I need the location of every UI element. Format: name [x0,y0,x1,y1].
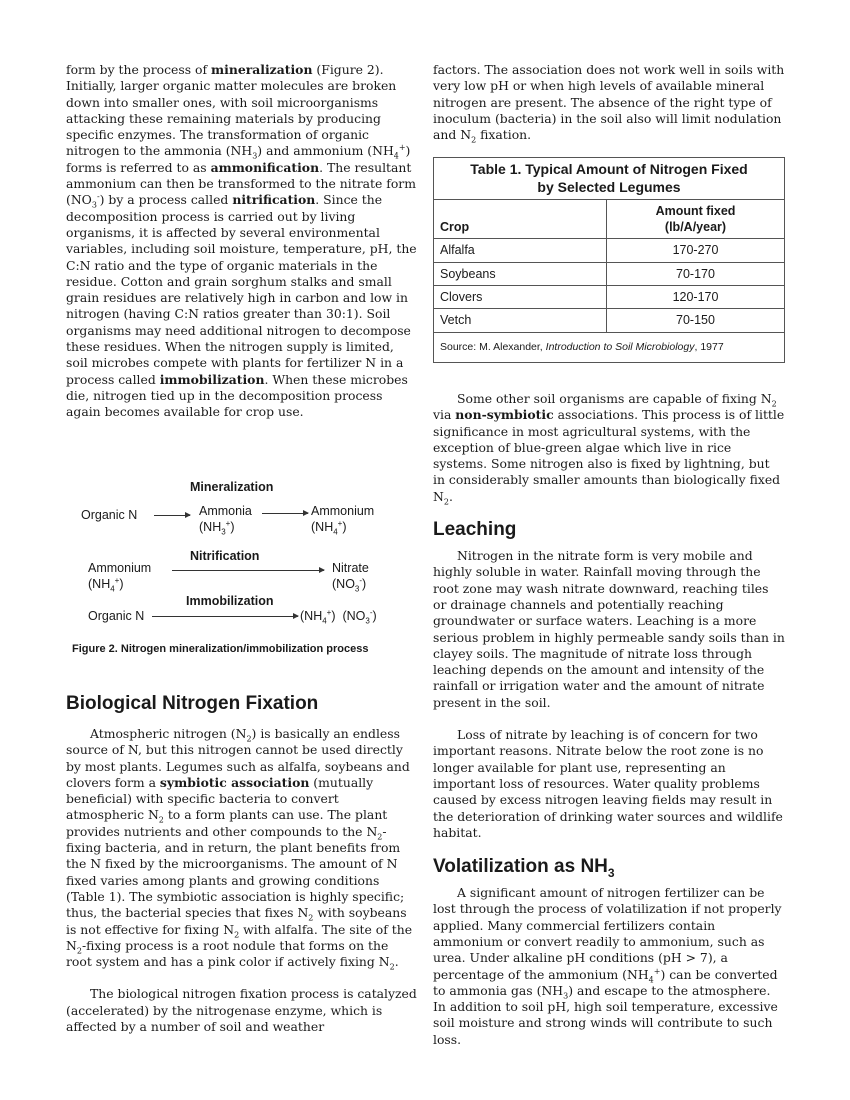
nh4-no3-label: $(NH_4^+)$ $(NO_3^-)$ [300,607,377,626]
leaching-paragraph-2: Loss of nitrate by leaching is of concern for two important reasons. Nitrate below the root zone is no longer available for plant use, representing an important loss of resources. Water quality problems caused by excess nitrogen leaving fields may result in the deterioration of drinking water sources and wildlife habitat. [433,727,783,840]
section-heading-leaching: Leaching [433,519,517,541]
arrow-icon [152,616,298,617]
left-column [66,62,418,421]
arrow-icon [154,515,190,516]
nh4-label-2: $(NH_4^+)$ [88,575,124,594]
table-header-amount: Amount fixed (lb/A/year) [607,200,785,239]
bnf-paragraph-2: The biological nitrogen fixation process is catalyzed (accelerated) by the nitrogenase enzyme, which is affected by a number of soil and weather [66,986,417,1035]
ammonium-label-2: Ammonium [88,561,152,575]
table-row: Alfalfa 170-270 [434,239,785,262]
organic-n-label-2: Organic N [88,609,145,623]
table-title: Table 1. Typical Amount of Nitrogen Fixed by Selected Legumes [434,158,785,200]
figure-2-diagram [66,478,418,658]
organic-n-label: Organic N [81,508,138,522]
table-header-crop: Crop [434,200,607,239]
table-1 [433,157,785,362]
arrow-icon [262,513,308,514]
volatilization-paragraph: A significant amount of nitrogen fertilizer can be lost through the process of volatilization if not properly applied. Many commercial fertilizers contain ammonium or convert readily to ammonium, such as urea. Under alkaline pH conditions (pH > 7), a percentage of the ammonium $(NH_4^+)$ can be converted to ammonia gas $(NH_3)$ and escape to the atmosphere. In addition to soil pH, high soil temperature, excessive soil moisture and strong winds will contribute to such loss. [433,885,782,1047]
right-column [433,62,785,1048]
figure-caption: Figure 2. Nitrogen mineralization/immobilization process [72,643,369,655]
nh3-label: $(NH_3^+)$ [199,518,235,537]
nitrate-label: Nitrate [332,561,369,575]
ammonia-label: Ammonia [199,504,252,518]
section-heading-volatilization: Volatilization as $NH_3$ [433,856,615,880]
nh4-label: $(NH_4^+)$ [311,518,347,537]
table-row: Clovers 120-170 [434,286,785,309]
mineralization-paragraph: form by the process of mineralization (Figure 2). Initially, larger organic matter molecules are broken down into smaller ones, with soil microorganisms attacking these remaining materials by producing specific enzymes. The transformation of organic nitrogen to the ammonia $(NH_3)$ and ammonium $(NH_4^+)$ forms is referred to as ammonification. The resultant ammonium can then be transformed to the nitrate form $(NO_3^-)$ by a process called nitrification. Since the decomposition process is carried out by living organisms, it is affected by several environmental variables, including soil moisture, temperature, pH, the C:N ratio and the type of organic materials in the residue. Cotton and grain sorghum stalks and small grain residues are relatively high in carbon and low in nitrogen (having C:N ratios greater than 30:1). Soil organisms may need additional nitrogen to decompose these residues. When the nitrogen supply is limited, soil microbes compete with plants for fertilizer N in a process called immobilization. When these microbes die, nitrogen tied up in the decomposition process again becomes available for crop use. [66,62,417,420]
non-symbiotic-paragraph: Some other soil organisms are capable of fixing $N_2$ via non-symbiotic associations. This process is of little significance in most agricultural systems, with the exception of blue-green algae which live in rice systems. Some nitrogen also is fixed by lightning, but in considerably smaller amounts than biologically fixed $N_2$. [433,390,785,507]
factors-paragraph: factors. The association does not work well in soils with very low pH or when high levels of available mineral nitrogen are present. The absence of the right type of inoculum (bacteria) in the soil also will limit nodulation and $N_2$ fixation. [433,62,785,145]
ammonium-label: Ammonium [311,504,375,518]
table-row: Soybeans 70-170 [434,262,785,285]
table-source: Source: M. Alexander, Introduction to Soil Microbiology, 1977 [434,332,785,362]
arrow-icon [172,570,324,571]
table-row: Vetch 70-150 [434,309,785,332]
left-column-lower [66,692,418,1035]
immobilization-label: Immobilization [186,594,274,608]
no3-label: $(NO_3^-)$ [332,575,367,594]
bnf-paragraph-1: Atmospheric nitrogen $(N_2)$ is basically an endless source of N, but this nitrogen cannot be used directly by most plants. Legumes such as alfalfa, soybeans and clovers form a symbiotic association (mutually beneficial) with specific bacteria to convert atmospheric $N_2$ to a form plants can use. The plant provides nutrients and other compounds to the $N_2$-fixing bacteria, and in return, the plant benefits from the N fixed by the microorganisms. The amount of N fixed varies among plants and growing conditions (Table 1). The symbiotic association is highly specific; thus, the bacterial species that fixes $N_2$ with soybeans is not effective for fixing $N_2$ with alfalfa. The site of the $N_2$-fixing process is a root nodule that forms on the root system and has a pink color if actively fixing $N_2$. [66,726,413,972]
section-heading-bnf: Biological Nitrogen Fixation [66,693,319,714]
mineralization-label: Mineralization [190,480,274,494]
leaching-paragraph-1: Nitrogen in the nitrate form is very mobile and highly soluble in water. Rainfall moving through the root zone may wash nitrate downward, reaching tiles or drainage channels and potentially reaching groundwater or surface waters. Leaching is a more serious problem in highly permeable sandy soils than in clayey soils. The magnitude of nitrate loss through leaching depends on the amount and intensity of the rainfall or irrigation water and the amount of nitrate present in the soil. [433,548,785,710]
nitrification-label: Nitrification [190,549,260,563]
